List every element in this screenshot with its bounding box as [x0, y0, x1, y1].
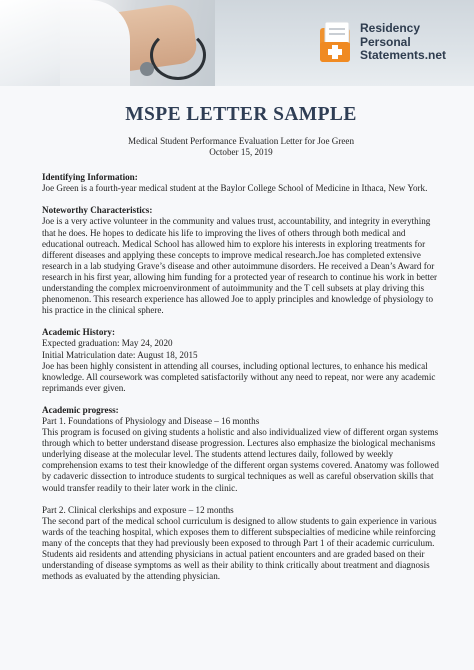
stethoscope-chestpiece — [140, 62, 154, 76]
coat-sleeve — [60, 0, 130, 86]
part1-title: Part 1. Foundations of Physiology and Disease – 16 months — [42, 415, 260, 426]
page-title: MSPE LETTER SAMPLE — [125, 104, 357, 125]
document-medical-icon — [318, 20, 354, 64]
part2-title: Part 2. Clinical clerkships and exposure – 12 months — [42, 504, 234, 515]
history-heading: Academic History: — [42, 327, 115, 338]
logo-line-1: Residency — [360, 21, 421, 35]
logo-line-2: Personal — [360, 34, 411, 49]
logo-text — [360, 22, 470, 63]
graduation-line: Expected graduation: May 24, 2020 — [42, 338, 173, 349]
letter-body — [42, 104, 440, 582]
spacer — [42, 194, 440, 205]
history-text: Joe has been highly consistent in attending all courses, including optional lectures, to enhance his medical knowledge. All coursework was completed satisfactorily without any need to repeat, nor were any academic reprimands ever given. — [42, 360, 436, 393]
identifying-heading: Identifying Information: — [42, 172, 138, 183]
stethoscope-icon — [150, 30, 206, 80]
header-banner — [0, 0, 474, 86]
letter-subtitle: Medical Student Performance Evaluation Letter for Joe Green — [128, 136, 354, 146]
letter-date: October 15, 2019 — [209, 147, 273, 158]
noteworthy-text: Joe is a very active volunteer in the community and values trust, accountability, and integrity in everything that he does. He hopes to dedicate his life to improving the lives of others through both medical and educational outreach. Medical School has allowed him to explore his interests in exploring treatments for different diseases and applying these concepts to improve medical research.Joe has completed extensive research in a lab studying Grave’s disease and other autoimmune disorders. He received a Dean’s Award for research in his first year, allowing him funding for a protected year of research to continue his work in better understanding the complex microenvironment of autoimmunity and the T cell subsets at play driving this phenomenon. This research experience has allowed Joe to apply principles and knowledge of physiology to his practice in the clinical sphere. — [42, 216, 438, 316]
doctor-photo — [0, 0, 215, 86]
part1-text: This program is focused on giving students a holistic and also individualized view of different organ systems through which to better understand disease progression. Lectures also emphasize the biological mechanisms underlying disease at the molecular level. The students attend lectures daily, followed by weekly comprehension exams to test their knowledge of the different organ systems covered. Anatomy was followed by cadaveric dissection to introduce students to surgical techniques as well as careful observation skills that would transfer readily to their later work in the clinic. — [42, 427, 439, 493]
matriculation-line: Initial Matriculation date: August 18, 2015 — [42, 349, 198, 360]
site-logo[interactable] — [318, 18, 468, 68]
identifying-text: Joe Green is a fourth-year medical student at the Baylor College School of Medicine in Ithaca, New York. — [42, 183, 428, 194]
spacer — [42, 494, 440, 505]
logo-line-3: Statements.net — [360, 48, 447, 62]
spacer — [42, 394, 440, 405]
spacer — [42, 316, 440, 327]
progress-heading: Academic progress: — [42, 404, 119, 415]
part2-text: The second part of the medical school curriculum is designed to allow students to gain experience in various wards of the teaching hospital, which exposes them to different subspecialties of medicine while reinforcing many of the concepts that they had previously been exposed to through Part 1 of their academic curriculum. Students aid residents and attending physicians in actual patient encounters and are graded based on their understanding of disease symptoms as well as their ability to think critically about treatment and diagnosis methods as evaluated by the attending physician. — [42, 515, 437, 582]
noteworthy-heading: Noteworthy Characteristics: — [42, 205, 153, 216]
